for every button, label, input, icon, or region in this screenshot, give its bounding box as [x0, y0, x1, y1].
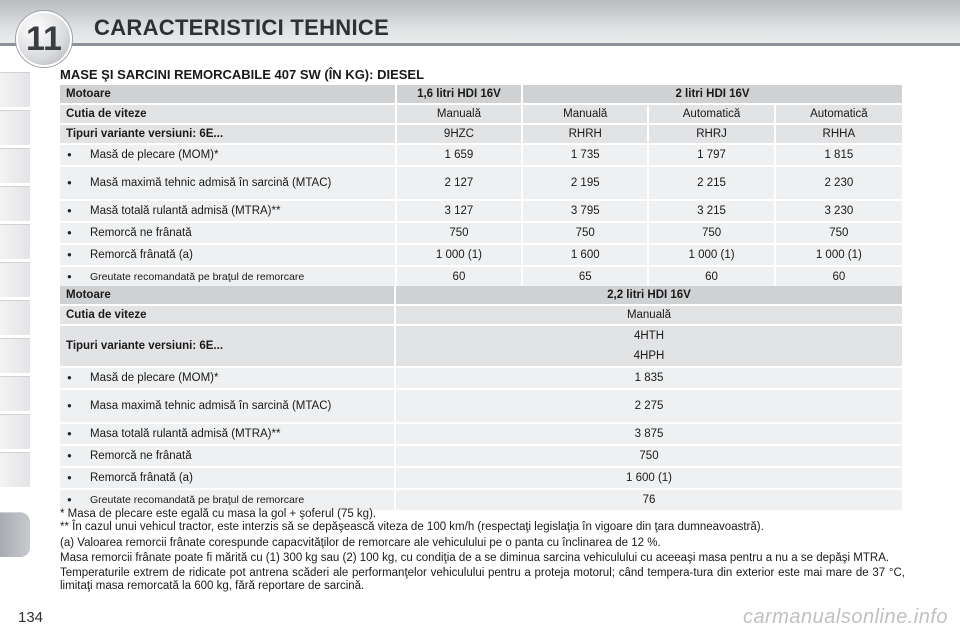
cell: 60 — [649, 267, 773, 287]
spec-table-1 — [58, 83, 904, 289]
row-label: Motoare — [60, 286, 394, 304]
cell: 65 — [523, 267, 647, 287]
table-row — [60, 490, 902, 510]
row-label: ● Masă de plecare (MOM)* — [60, 145, 395, 165]
cell: 2 230 — [776, 167, 902, 199]
cell: Automatică — [776, 105, 902, 123]
cell: 1 659 — [397, 145, 521, 165]
chapter-tab[interactable] — [0, 224, 30, 260]
footnotes — [60, 508, 905, 593]
cell: 60 — [776, 267, 902, 287]
cell: Manuală — [396, 306, 902, 324]
cell: 750 — [776, 223, 902, 243]
cell: 750 — [396, 446, 902, 466]
table-row — [60, 446, 902, 466]
cell: 1 000 (1) — [397, 245, 521, 265]
cell: 1 815 — [776, 145, 902, 165]
page-title: CARACTERISTICI TEHNICE — [94, 15, 390, 40]
cell: 2 215 — [649, 167, 773, 199]
row-label: ● Remorcă ne frânată — [60, 446, 394, 466]
chapter-tab[interactable] — [0, 72, 30, 108]
footnote: * Masa de plecare este egală cu masa la gol + şoferul (75 kg). — [60, 508, 377, 520]
cell: 3 795 — [523, 201, 647, 221]
cell: RHRH — [523, 125, 647, 143]
cell: 1,6 litri HDI 16V — [397, 85, 521, 103]
row-label: Cutia de viteze — [60, 306, 394, 324]
table-row — [60, 286, 902, 304]
row-label: Motoare — [60, 85, 395, 103]
cell: 3 127 — [397, 201, 521, 221]
row-label: ● Remorcă frânată (a) — [60, 468, 394, 488]
cell: 1 600 (1) — [396, 468, 902, 488]
table-row — [60, 468, 902, 488]
table-row — [60, 306, 902, 324]
row-label: Tipuri variante versiuni: 6E... — [60, 326, 394, 366]
row-label: ● Greutate recomandată pe braţul de remorcare — [60, 267, 395, 287]
cell: 1 735 — [523, 145, 647, 165]
cell: Manuală — [397, 105, 521, 123]
table-row — [60, 245, 902, 265]
table-row — [60, 424, 902, 444]
table-row — [60, 105, 902, 123]
cell: 1 835 — [396, 368, 902, 388]
version-value: 4HPH — [633, 350, 665, 362]
cell: 1 000 (1) — [776, 245, 902, 265]
cell: Automatică — [649, 105, 773, 123]
chapter-tab[interactable] — [0, 300, 30, 336]
chapter-tab[interactable] — [0, 452, 30, 488]
table-row — [60, 167, 902, 199]
chapter-tab[interactable] — [0, 148, 30, 184]
chapter-tabs — [0, 48, 30, 608]
section-title: MASE ŞI SARCINI REMORCABILE 407 SW (ÎN KG): DIESEL — [60, 67, 425, 82]
cell: 2 275 — [396, 390, 902, 422]
row-label: ● Masă de plecare (MOM)* — [60, 368, 394, 388]
cell: 2 127 — [397, 167, 521, 199]
row-label: Tipuri variante versiuni: 6E... — [60, 125, 395, 143]
chapter-tab[interactable] — [0, 110, 30, 146]
chapter-tab[interactable] — [0, 414, 30, 450]
cell: 750 — [649, 223, 773, 243]
chapter-tab[interactable] — [0, 376, 30, 412]
cell: 2 195 — [523, 167, 647, 199]
table-row — [60, 326, 902, 366]
footnote: ** În cazul unui vehicul tractor, este interzis să se depăşească viteza de 100 km/h (respectaţi legislaţia în vigoare din ţara dumneavoastră). — [60, 521, 764, 533]
row-label: ● Masă maximă tehnic admisă în sarcină (MTAC) — [60, 167, 395, 199]
cell: 1 600 — [523, 245, 647, 265]
row-label: ● Greutate recomandată pe braţul de remorcare — [60, 490, 394, 510]
row-label: ● Masă totală rulantă admisă (MTRA)** — [60, 201, 395, 221]
cell: 76 — [396, 490, 902, 510]
page-number: 134 — [18, 609, 44, 626]
chapter-tab-active[interactable] — [0, 512, 30, 558]
cell — [396, 326, 902, 366]
table-row — [60, 85, 902, 103]
cell: 3 875 — [396, 424, 902, 444]
watermark: carmanualsonline.info — [742, 606, 948, 628]
table-row — [60, 223, 902, 243]
row-label: ● Remorcă frânată (a) — [60, 245, 395, 265]
cell: 2 litri HDI 16V — [523, 85, 902, 103]
row-label: ● Remorcă ne frânată — [60, 223, 395, 243]
cell: 1 000 (1) — [649, 245, 773, 265]
row-label: ● Masa totală rulantă admisă (MTRA)** — [60, 424, 394, 444]
cell: Manuală — [523, 105, 647, 123]
table-row — [60, 201, 902, 221]
cell: 1 797 — [649, 145, 773, 165]
row-label: ● Masa maximă tehnic admisă în sarcină (MTAC) — [60, 390, 394, 422]
footnote: (a) Valoarea remorcii frânate corespunde capacvităţilor de remorcare ale vehiculului pe o panta cu înclinarea de 12 %. — [60, 537, 661, 549]
version-value: 4HTH — [633, 330, 665, 342]
cell: RHHA — [776, 125, 902, 143]
footnote: Temperaturile extrem de ridicate pot antrena scăderi ale performanţelor vehiculului pentru a proteja motorul; când tempera-tura din exterior este mai mare de 37 °C, limitaţi masa remorcată la 600 kg, fără reportare de sarcină. — [60, 567, 905, 592]
row-label: Cutia de viteze — [60, 105, 395, 123]
table-row — [60, 145, 902, 165]
chapter-tab[interactable] — [0, 338, 30, 374]
cell: 2,2 litri HDI 16V — [396, 286, 902, 304]
cell: 750 — [397, 223, 521, 243]
table-row — [60, 125, 902, 143]
chapter-tab[interactable] — [0, 186, 30, 222]
cell: 3 215 — [649, 201, 773, 221]
cell: 60 — [397, 267, 521, 287]
spec-table-2 — [58, 284, 904, 512]
chapter-tab[interactable] — [0, 262, 30, 298]
chapter-badge: 11 — [16, 11, 72, 67]
cell: 3 230 — [776, 201, 902, 221]
cell: 9HZC — [397, 125, 521, 143]
table-row — [60, 390, 902, 422]
table-row — [60, 368, 902, 388]
cell: 750 — [523, 223, 647, 243]
cell: RHRJ — [649, 125, 773, 143]
header-divider — [0, 43, 960, 46]
footnote: Masa remorcii frânate poate fi mărită cu (1) 300 kg sau (2) 100 kg, cu condiţia de a se diminua sarcina vehiculului cu aceeaşi masa pentru a nu a se depăşi MTRA. — [60, 552, 890, 564]
